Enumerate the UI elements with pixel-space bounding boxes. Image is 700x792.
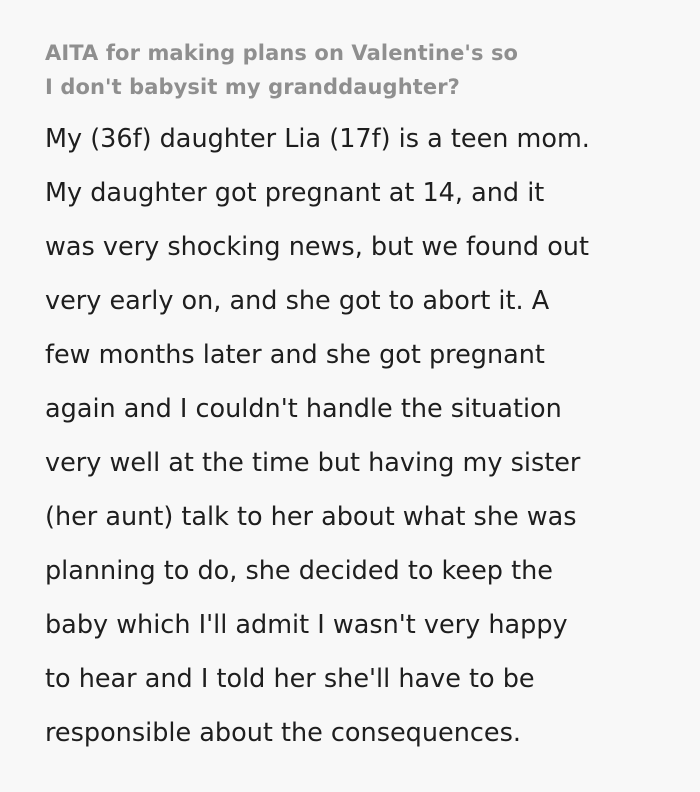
post-body-line: very well at the time but having my sister [45, 448, 581, 478]
post-body [45, 104, 680, 760]
post-body-line: to hear and I told her she'll have to be [45, 664, 535, 694]
post-body-line: responsible about the consequences. [45, 718, 521, 748]
post-title-line: I don't babysit my granddaughter? [45, 75, 460, 99]
post-body-line: baby which I'll admit I wasn't very happy [45, 610, 568, 640]
post-body-line: My (36f) daughter Lia (17f) is a teen mom. [45, 124, 590, 154]
post-body-line: very early on, and she got to abort it. A [45, 286, 550, 316]
post-title [45, 36, 680, 104]
post-title-line: AITA for making plans on Valentine's so [45, 41, 519, 65]
post-body-line: (her aunt) talk to her about what she was [45, 502, 577, 532]
post-body-line: My daughter got pregnant at 14, and it [45, 178, 545, 208]
post-body-line: again and I couldn't handle the situation [45, 394, 562, 424]
post-body-line: few months later and she got pregnant [45, 340, 545, 370]
post-body-line: planning to do, she decided to keep the [45, 556, 553, 586]
post-body-line: was very shocking news, but we found out [45, 232, 589, 262]
